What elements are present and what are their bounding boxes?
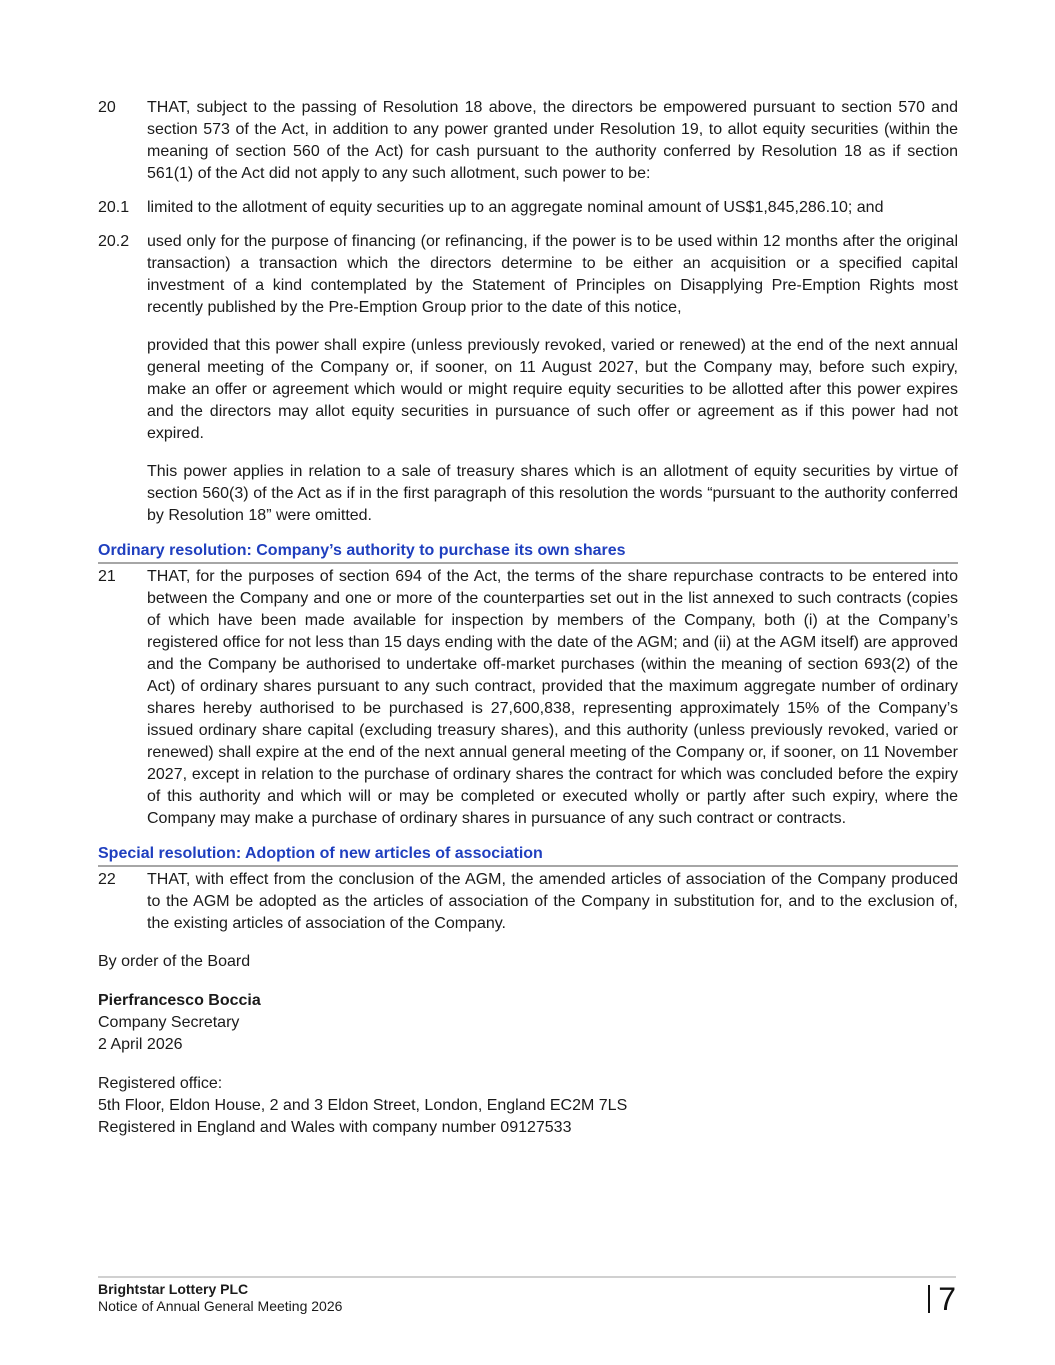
resolution-number: 20.1	[98, 199, 130, 216]
resolution-22	[98, 869, 958, 935]
signatory-name: Pierfrancesco Boccia	[98, 992, 261, 1009]
resolution-20	[98, 97, 958, 185]
registered-office-block	[98, 1073, 958, 1139]
footer-company-name: Brightstar Lottery PLC	[98, 1281, 249, 1297]
resolution-number: 20	[98, 99, 116, 116]
page-number-value: 7	[938, 1281, 956, 1317]
resolution-text: THAT, subject to the passing of Resolution 18 above, the directors be empowered pursuant to section 570 and section 573 of the Act, in addition to any power granted under Resolution 19, to allot equity securities (within the meaning of section 560 of the Act) for cash pursuant to the authority conferred by Resolution 18 as if section 561(1) of the Act did not apply to any such allotment, such power to be:	[147, 99, 958, 182]
order-line-text: By order of the Board	[98, 953, 251, 970]
document-page	[98, 97, 958, 1151]
page-number-separator	[928, 1285, 930, 1313]
resolution-20-1	[98, 197, 958, 219]
resolution-21	[98, 566, 958, 830]
signoff-date: 2 April 2026	[98, 1036, 183, 1053]
section-heading-ordinary-resolution: Ordinary resolution: Company’s authority to purchase its own shares	[98, 541, 958, 564]
registered-office-address: 5th Floor, Eldon House, 2 and 3 Eldon Street, London, England EC2M 7LS	[98, 1097, 628, 1114]
page-number	[928, 1282, 956, 1316]
signoff-order-line	[98, 951, 958, 973]
company-registration: Registered in England and Wales with company number 09127533	[98, 1119, 572, 1136]
resolution-number: 21	[98, 568, 116, 585]
resolution-text: THAT, for the purposes of section 694 of the Act, the terms of the share repurchase contracts to be entered into between the Company and one or more of the counterparties set out in the list annexed to such contracts (copies of which have been made available for inspection by members of the Company, both (i) at the Company’s registered office for not less than 15 days ending with the date of the AGM; and (ii) at the AGM itself) are approved and the Company be authorised to undertake off-market purchases (within the meaning of section 693(2) of the Act) of ordinary shares pursuant to any such contract, provided that the maximum aggregate number of ordinary shares hereby authorised to be purchased is 27,600,838, representing approximately 15% of the Company’s issued ordinary share capital (excluding treasury shares), and this authority (unless previously revoked, varied or renewed) shall expire at the end of the next annual general meeting of the Company or, if sooner, on 11 November 2027, except in relation to the purchase of ordinary shares the contract for which was concluded before the expiry of this authority and which will or may be completed or executed wholly or partly after such expiry, where the Company may make a purchase of ordinary shares in pursuance of any such contract or contracts.	[147, 568, 958, 827]
resolution-20-treasury: This power applies in relation to a sale of treasury shares which is an allotment of equity securities by virtue of section 560(3) of the Act as if in the first paragraph of this resolution the words “pursuant to the authority conferred by Resolution 18” were omitted.	[147, 463, 958, 524]
signatory-block	[98, 990, 958, 1056]
footer-document-title: Notice of Annual General Meeting 2026	[98, 1298, 343, 1314]
signatory-title: Company Secretary	[98, 1014, 240, 1031]
resolution-number: 22	[98, 871, 116, 888]
resolution-20-proviso: provided that this power shall expire (unless previously revoked, varied or renewed) at the end of the next annual general meeting of the Company or, if sooner, on 11 August 2027, but the Company may, before such expiry, make an offer or agreement which would or might require equity securities to be allotted after this power expires and the directors may allot equity securities in pursuance of such offer or agreement as if this power had not expired.	[147, 337, 958, 442]
registered-office-label: Registered office:	[98, 1075, 223, 1092]
resolution-20-2	[98, 231, 958, 319]
resolution-text: THAT, with effect from the conclusion of the AGM, the amended articles of association of the Company produced to the AGM be adopted as the articles of association of the Company in substitution for, and to the exclusion of, the existing articles of association of the Company.	[147, 871, 958, 932]
section-heading-special-resolution: Special resolution: Adoption of new articles of association	[98, 844, 958, 867]
resolution-text: used only for the purpose of financing (or refinancing, if the power is to be used within 12 months after the original transaction) a transaction which the directors determine to be either an acquisition or a specified capital investment of a kind contemplated by the Statement of Principles on Disapplying Pre-Emption Rights most recently published by the Pre-Emption Group prior to the date of this notice,	[147, 233, 958, 316]
page-footer	[98, 1276, 956, 1315]
resolution-text: limited to the allotment of equity securities up to an aggregate nominal amount of US$1,845,286.10; and	[147, 199, 884, 216]
resolution-number: 20.2	[98, 233, 130, 250]
